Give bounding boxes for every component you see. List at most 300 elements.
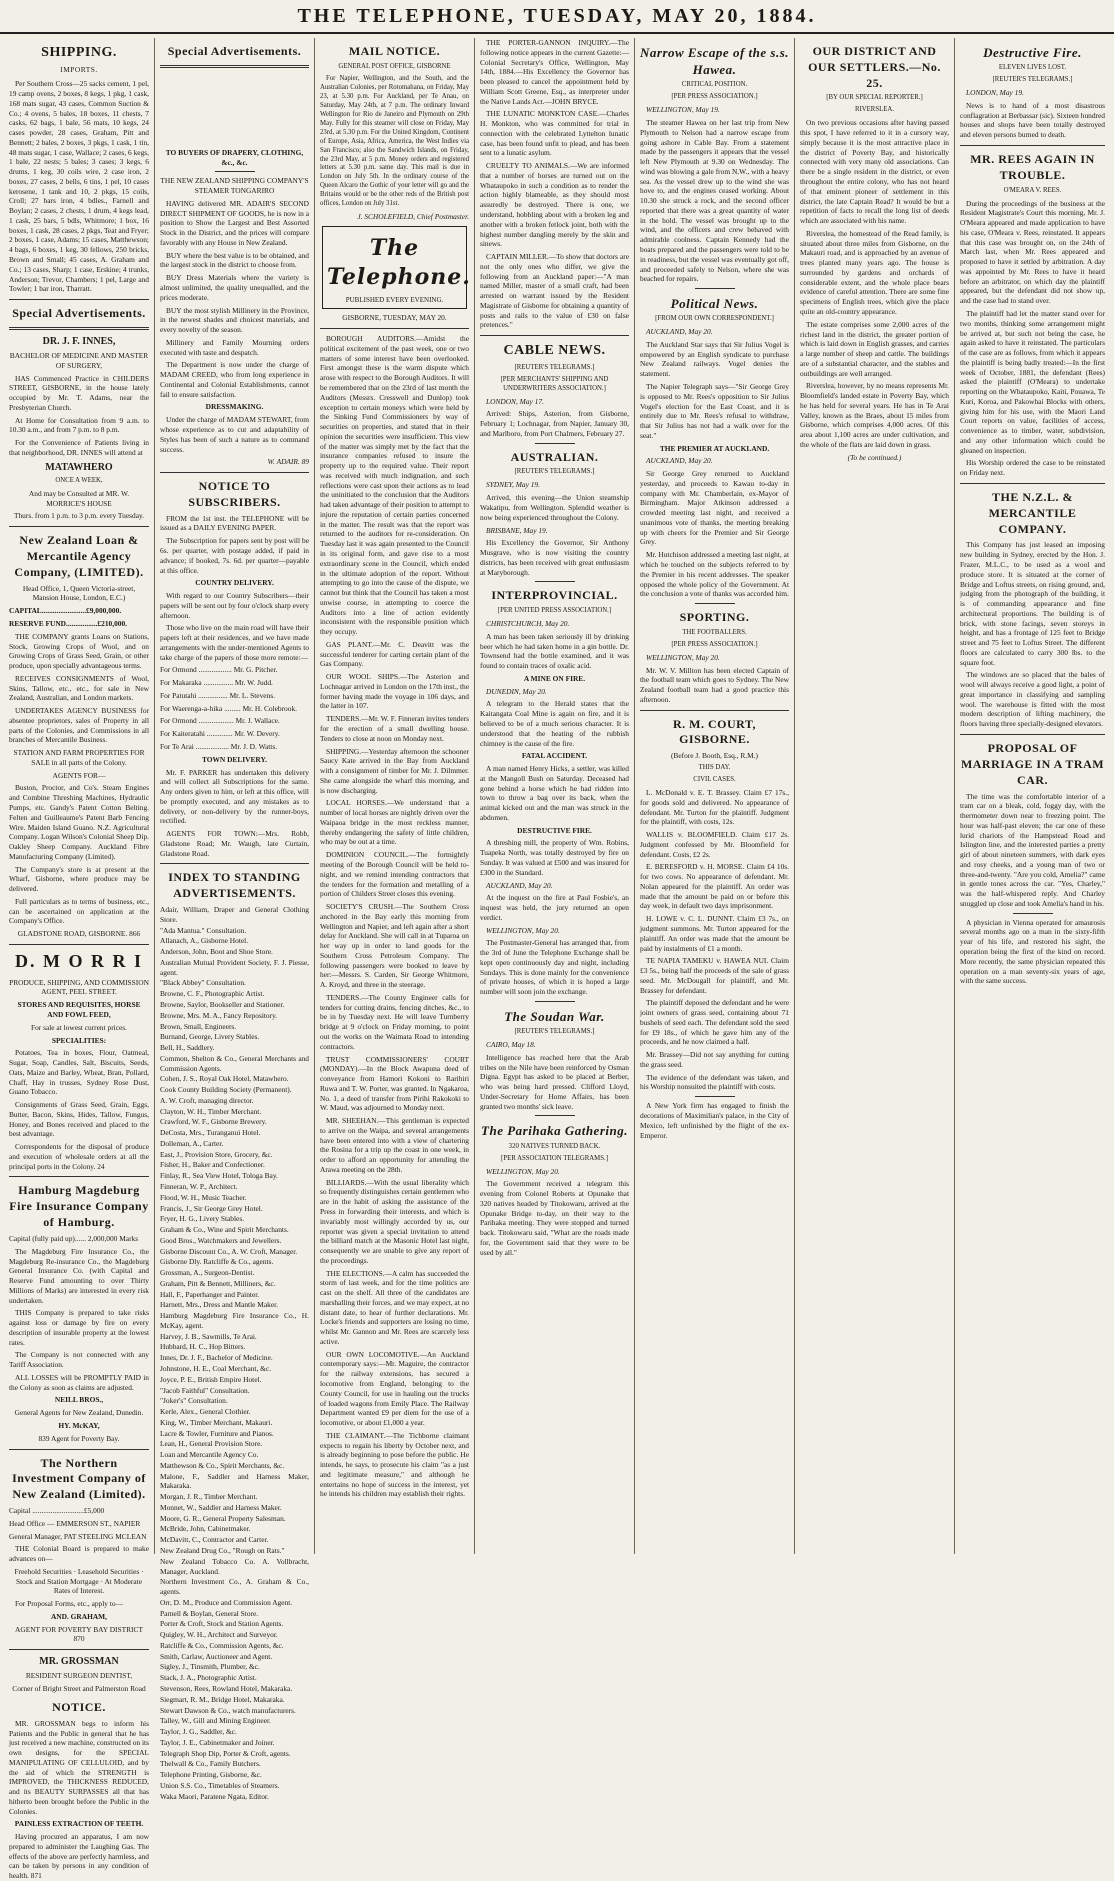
fire-text: News is to hand of a most disastrous conflagration at Berbassar (sic). Sixteen hundred houses and shops have been totally destroyed and eleven persons burned to death. bbox=[960, 100, 1105, 140]
index-entry: McBride, John, Cabinetmaker. bbox=[160, 1524, 251, 1534]
divider bbox=[9, 1449, 149, 1450]
column-4 bbox=[474, 38, 634, 1554]
hamburg-heading: Hamburg Magdeburg Fire Insurance Company of Hamburg. bbox=[9, 1183, 149, 1230]
court-day: THIS DAY. bbox=[698, 764, 731, 772]
notice-subscribers-heading: NOTICE TO SUBSCRIBERS. bbox=[188, 479, 281, 509]
footballers-heading: THE FOOTBALLERS. bbox=[682, 628, 747, 636]
parihaka-heading: The Parihaka Gathering. bbox=[481, 1123, 628, 1139]
divider bbox=[9, 299, 149, 300]
divider bbox=[695, 1096, 735, 1097]
index-entry: Stack, J. A., Photographic Artist. bbox=[160, 1673, 257, 1683]
parihaka-credit: [PER ASSOCIATION TELEGRAMS.] bbox=[501, 1154, 608, 1162]
agent-line: For Patutahi ................ Mr. L. Stevens. bbox=[160, 690, 275, 700]
divider bbox=[960, 145, 1105, 146]
index-entry: Finneran, W. P., Architect. bbox=[160, 1181, 238, 1191]
innes-text: HAS Commenced Practice in CHILDERS STREET, GISBORNE, in the house lately occupied by Mr. T. Adams, near the Presbyterian Church. bbox=[9, 373, 149, 412]
buy-dress: BUY Dress Materials where the variety is almost unlimited, the quality unequalled, and the prices moderate. bbox=[160, 273, 309, 302]
article-wool-ships: OUR WOOL SHIPS.—The Asterion and Lochnagar arrived in London on the 17th inst., the former having made the voyage in 106 days, and the latter in 107. bbox=[320, 672, 470, 711]
interprovincial-dateline: CHRISTCHURCH, May 20. bbox=[486, 619, 570, 629]
interprovincial-heading: INTERPROVINCIAL. bbox=[491, 588, 618, 603]
australian-dateline: SYDNEY, May 19. bbox=[486, 480, 540, 490]
divider bbox=[640, 710, 789, 711]
narrow-escape-sub: CRITICAL POSITION. bbox=[681, 81, 748, 89]
cable-dateline: LONDON, May 17. bbox=[486, 396, 544, 406]
index-entry: Browne, Saylor, Bookseller and Stationer. bbox=[160, 999, 285, 1009]
court-case: The evidence of the defendant was taken, and his Worship nonsuited the plaintiff with costs. bbox=[640, 1072, 789, 1092]
index-entry: Anderson, John, Boot and Shoe Store. bbox=[160, 947, 273, 957]
divider bbox=[160, 863, 309, 864]
court-case: E. BERESFORD v. H. MORSE. Claim £4 10s. for two cows. No appearance of defendant. Mr. Nolan appeared for the plaintiff. An order was made that the amount be paid on or before this day week, in default two days imprisonment. bbox=[640, 862, 789, 911]
index-entry: King, W., Timber Merchant, Makauri. bbox=[160, 1417, 273, 1427]
index-entry: Talley, W., Gill and Mining Engineer. bbox=[160, 1716, 271, 1726]
proposal-heading: PROPOSAL OF MARRIAGE IN A TRAM CAR. bbox=[960, 741, 1105, 787]
specialities-text: Potatoes, Tea in boxes, Flour, Oatmeal, Sugar, Soap, Candles, Salt, Biscuits, Seeds, Oats, Maize and Barley, Wheat, Bran, Pollard, Chaff, Hay in trusses, Sydney Rose Dust, Guano Tobacco. bbox=[9, 1048, 149, 1097]
northern-capital: Capital ............................£5,000 bbox=[9, 1506, 105, 1515]
index-entry: Loan and Mercantile Agency Co. bbox=[160, 1450, 259, 1460]
auckland-text: At the inquest on the fire at Paul Fosbie's, an inquest was held, the jury returned an open verdict. bbox=[480, 893, 629, 922]
article-county-tenders: TENDERS.—The County Engineer calls for tenders for cutting drains, fencing ditches, &c., to be in by Tuesday next. He will leave Turnberry bridge at 9 o'clock on Friday morning, to point out the works on the Waimata Road to intending contractors. bbox=[320, 992, 469, 1051]
australian-dateline: BRISBANE, May 19. bbox=[486, 525, 548, 535]
specialities-consign: Consignments of Grass Seed, Grain, Eggs, Butter, Bacon, Skins, Hides, Tallow, Fungus, Honey, and Bones received and placed to the best advantage. bbox=[9, 1100, 149, 1139]
destructive-heading: DESTRUCTIVE FIRE. bbox=[517, 825, 592, 835]
hy-sub: 839 Agent for Poverty Bay. bbox=[38, 1433, 120, 1443]
shipping-heading: SHIPPING. bbox=[41, 45, 117, 60]
divider bbox=[535, 1115, 575, 1116]
index-entry: Gisborne Dly. Ratcliffe & Co., agents. bbox=[160, 1257, 274, 1267]
district-text-2: Riverslea, the homestead of the Read family, is situated about three miles from Gisborne, on the Makauri road, and is approached by an avenue of trees planted many years ago. The house is surrounded by gardens and orchards of considerable extent, and the whole place bears evidence of careful attention. There are some fine specimens of English trees, which give the place quite an old-country appearance. bbox=[800, 228, 949, 316]
masthead bbox=[0, 0, 1114, 34]
painless-heading: PAINLESS EXTRACTION OF TEETH. bbox=[14, 1819, 144, 1829]
index-entry: Fryer, H. G., Livery Stables. bbox=[160, 1214, 245, 1224]
nzloan-agency: UNDERTAKES AGENCY BUSINESS for absentee proprietors, sales of Property in all parts of the Colonies, and Commissions in all branches of Mercantile Business. bbox=[9, 706, 149, 745]
index-entry: Union S.S. Co., Timetables of Steamers. bbox=[160, 1780, 280, 1790]
index-entry: Joyce, P. E., British Empire Hotel. bbox=[160, 1374, 262, 1384]
agent-line: For Ormond .................. Mr. G. Pitcher. bbox=[160, 665, 278, 675]
divider bbox=[960, 734, 1105, 735]
fatal-text: A man named Henry Hicks, a settler, was killed at the Mangoll Bush on Saturday. Deceased had gone behind a horse which he had ridden into town to throw a bag over its back, when the animal kicked out and the man was struck in the abdomen. bbox=[480, 764, 629, 822]
matawhero-label: MATAWHERO bbox=[45, 461, 113, 473]
morrice-house: And may be Consulted at MR. W. MORRICE'S HOUSE bbox=[28, 488, 130, 508]
riverslea-heading: RIVERSLEA. bbox=[854, 106, 895, 114]
index-entry: Ratcliffe & Co., Commission Agents, &c. bbox=[160, 1640, 284, 1650]
cable-sub: [REUTER'S TELEGRAMS.] bbox=[514, 363, 595, 371]
millinery-text: Millinery and Family Mourning orders executed with taste and despatch. bbox=[160, 337, 309, 357]
divider bbox=[320, 328, 469, 329]
narrow-escape-dateline: WELLINGTON, May 19. bbox=[646, 105, 720, 115]
destructive-text: A threshing mill, the property of Wm. Robins, Tuapeka North, was totally destroyed by fire on Sunday. It was valued at £500 and was insured for £300 in the Standard. bbox=[480, 838, 629, 877]
court-case: WALLIS v. BLOOMFIELD. Claim £17 2s. Judgment confessed by Mr. Bloomfield for defendant. Costs, £2 2s. bbox=[640, 830, 789, 859]
court-heading: R. M. COURT, GISBORNE. bbox=[672, 716, 756, 747]
index-entry: Harvey, J. B., Sawmills, Te Arai. bbox=[160, 1331, 257, 1341]
buy-stylish: BUY the most stylish Millinery in the Province, in the newest shades and choicest materials, and every novelty of the season. bbox=[160, 305, 309, 335]
index-entry: "Black Abbey" Consultation. bbox=[160, 978, 246, 988]
nzl-heading: THE N.Z.L. & MERCANTILE COMPANY. bbox=[988, 489, 1077, 536]
rees-text-2: The plaintiff had let the matter stand over for two months, thinking some arrangement might be arrived at, but such not being the case, he again asked to have it reinstated. The particulars of the case are as follows, from which it appears the plaintiff is being badly treated:—In the first week of October, 1881, the defendant (Rees) asked the plaintiff (O'Meara) to undertake reporting on the Whataupoko, Kaiti, Pouawa, Te Kuri, Koroa, and Pakowhai Blocks with others, giving him for his use, with the Maori Land Court reports on value, facilities of access, convenience as to timber, water, subdivision, and any other information which could be gleaned on inspection. bbox=[960, 308, 1105, 455]
adair-text: HAVING delivered MR. ADAIR'S SECOND DIRECT SHIPMENT OF GOODS, he is now in a position to Show the Largest and Best Assorted Stock in the District, and the prices will compare favorably with any House in New Zealand. bbox=[160, 198, 309, 247]
index-entry: Finlay, R., Sea View Hotel, Tologa Bay. bbox=[160, 1171, 278, 1181]
divider bbox=[9, 1649, 149, 1650]
index-entry: Common, Shelton & Co., General Merchants and Commission Agents. bbox=[160, 1053, 309, 1073]
index-list bbox=[160, 905, 309, 1801]
mine-text: A telegram to the Herald states that the Kaitangata Coal Mine is again on fire, and it is believed to be of a much serious character. It is understood that the heating of the rubbish chimney is the cause of the fire. bbox=[480, 699, 629, 748]
agent-line: For Kaiteratahi .............. Mr. W. Devery. bbox=[160, 729, 280, 739]
index-entry: Browne, C. F., Photographic Artist. bbox=[160, 989, 265, 999]
auckland-dateline: AUCKLAND, May 20. bbox=[486, 880, 553, 890]
index-entry: Johnstone, H. E., Coal Merchant, &c. bbox=[160, 1364, 272, 1373]
drapery-heading: TO BUYERS OF DRAPERY, CLOTHING, &c., &c. bbox=[165, 147, 304, 167]
index-entry: Grossman, A., Surgeon-Dentist. bbox=[160, 1268, 255, 1278]
parihaka-dateline: WELLINGTON, May 20. bbox=[486, 1166, 560, 1176]
index-entry: Porter & Croft, Stock and Station Agents. bbox=[160, 1619, 284, 1629]
agent-line: For Ormond ................... Mr. J. Wallace. bbox=[160, 716, 280, 726]
northern-office: Head Office — EMMERSON ST., NAPIER bbox=[9, 1518, 141, 1528]
premier-text: Sir George Grey returned to Auckland yesterday, and proceeds to Kawau to-day in company with Mr. Chamberlain, ex-Mayor of Birmingham. Major Atkinson addressed a crowded meeting last night, and received a unanimous vote of thanks, the meeting breaking up with cheers for the Premier and Sir George Grey. bbox=[640, 469, 789, 547]
index-entry: Lean, H., General Provision Store. bbox=[160, 1439, 263, 1449]
dm-orr-name: D. M O R R I bbox=[15, 950, 143, 971]
index-entry: A. W. Croft, managing director. bbox=[160, 1095, 254, 1105]
political-text: The Auckland Star says that Sir Julius Vogel is empowered by an English syndicate to purchase New Zealand railways. Vogel denies the statement. bbox=[640, 339, 789, 379]
australian-text: His Excellency the Governor, Sir Anthony Musgrave, who is now visiting the country districts, has been received with great enthusiasm at Maryborough. bbox=[480, 538, 629, 577]
article-sheehan: MR. SHEEHAN.—This gentleman is expected to arrive on the Waipa, and several arrangements have been entered into with a view of chartering the Rosina for a trip up the coast in one week, in order to afford an opportunity for attending the Arawa meeting on the 28th. bbox=[320, 1116, 469, 1174]
nzloan-office: Head Office, 1, Queen Victoria-street, Mansion House, London, E.C.) bbox=[22, 583, 136, 603]
country-delivery-heading: COUNTRY DELIVERY. bbox=[195, 578, 274, 588]
fire-sub: ELEVEN LIVES LOST. bbox=[998, 64, 1067, 72]
specialities-corr: Correspondents for the disposal of produce and execution of wholesale orders at all the principal ports in the Colony. 24 bbox=[9, 1142, 149, 1171]
index-entry: Brown, Small, Engineers. bbox=[160, 1021, 237, 1031]
innes-hours: At Home for Consultation from 9 a.m. to 10.30 a.m., and from 7 p.m. to 8 p.m. bbox=[9, 415, 149, 435]
article-elections: THE ELECTIONS.—A calm has succeeded the storm of last week, and for the time politics are cast on the shelf. All three of the candidates are marshalling their forces, and we may expect, at no distant date, to hear of further declarations. Mr. Locke's friends and supporters are losing no time, whilst Mr. Gannon and Mr. Rees are scarcely less active. bbox=[320, 1268, 469, 1346]
sporting-text: Mr. W. V. Millton has been elected Captain of the football team which goes to Sydney. The New Zealand football team had a good practice this afternoon. bbox=[640, 665, 789, 704]
index-entry: McDavitt, C., Contractor and Carter. bbox=[160, 1535, 269, 1545]
notice-heading: NOTICE. bbox=[52, 1699, 106, 1714]
index-entry: Flood, W. H., Music Teacher. bbox=[160, 1192, 247, 1202]
to-be-continued: (To be continued.) bbox=[847, 452, 902, 462]
column-7 bbox=[954, 38, 1110, 1554]
northern-text: THE Colonial Board is prepared to make advances on— bbox=[9, 1544, 149, 1564]
grossman-addr: Corner of Bright Street and Palmerston Road bbox=[12, 1684, 146, 1694]
agent-line: For Makaraka ................ Mr. W. Judd. bbox=[160, 678, 273, 688]
morrice-time: Thurs. from 1 p.m. to 3 p.m. every Tuesday. bbox=[13, 511, 145, 521]
northern-items: Freehold Securities · Leasehold Securities · Stock and Station Mortgage · At Moderate Rates of Interest. bbox=[14, 1566, 144, 1596]
article-locomotive: OUR OWN LOCOMOTIVE.—An Auckland contemporary says:—Mr. Maguire, the contractor for the railway extensions, has secured a locomotive from England, belonging to the County Council, for use in hauling out the trucks of loaded wagons from Emily Place. The Railway Department wanted £9 per diem for the use of a locomotive, or about £1,000 a year. bbox=[320, 1349, 469, 1428]
article-borough-auditors: BOROUGH AUDITORS.—Amidst the political excitement of the past week, one or two matters of some interest have been overlooked. First amongst these is the warm dispute which arose with respect to the Borough Auditors. It will be remembered that on the 23rd of last month the Auditors (Messrs. Cresswell and Dunlop) took exception to certain moneys which were held by the Sinking Fund Commissioners by way of securities on properties, and stated that in their opinion the securities were insufficient. This view of the matter was simply met by the fact that the insurance companies refused to insure the property up to the required value. Their report was received with much indignation, and such reflections were cast upon their actions as to lead the uninitiated to the conclusion that the Auditors had taken advantage of their position to attempt to injure the reputation of certain parties concerned in the matter. The result was that the report was returned to the auditors for re-consideration. On Tuesday last it was again presented to the Council in its original form, and gave rise to a most extraordinary scene in the Council, which ended in the ultimate adoption of the report. Without attempting to go into the cause of the dispute, we cannot but think that the Council has taken a most unwise course, in attempting to coerce the Auditors into a line of action evidently inconsistent with the responsible position which they occupy. bbox=[320, 334, 469, 637]
column-6 bbox=[794, 38, 954, 1554]
sporting-dateline: WELLINGTON, May 20. bbox=[646, 652, 720, 662]
index-entry: East, J., Provision Store, Grocery, &c. bbox=[160, 1149, 273, 1159]
narrow-escape-credit: [PER PRESS ASSOCIATION.] bbox=[671, 93, 758, 101]
imports-heading: IMPORTS. bbox=[60, 65, 98, 75]
soudan-sub: [REUTER'S TELEGRAMS.] bbox=[514, 1028, 595, 1036]
article-local-horses: LOCAL HORSES.—We understand that a number of local horses are nightly driven over the Waipaoa bridge in the most reckless manner, thereby endangering the safety of little children, who may be out at a time. bbox=[320, 798, 469, 847]
index-entry: Quigley, W. H., Architect and Surveyor. bbox=[160, 1630, 278, 1640]
agents-town: AGENTS FOR TOWN:—Mrs. Robb, Gladstone Road; Mr. Waugh, late Curtain, Gladstone Road. bbox=[160, 829, 309, 858]
index-entry: Thelwall & Co., Family Butchers. bbox=[160, 1759, 261, 1769]
index-entry: Orr, D. M., Produce and Commission Agent. bbox=[160, 1597, 293, 1607]
adair-signature: W. ADAIR. 89 bbox=[267, 457, 309, 467]
country-text: With regard to our Country Subscribers—their papers will be sent out by four o'clock sharp every afternoon. bbox=[160, 591, 309, 620]
dm-orr-sub: PRODUCE, SHIPPING, AND COMMISSION AGENT, PEEL STREET. bbox=[9, 977, 149, 997]
northern-heading: The Northern Investment Company of New Zealand (Limited). bbox=[12, 1455, 146, 1502]
index-entry: Hamburg Magdeburg Fire Insurance Co., H. McKay, agent. bbox=[160, 1311, 309, 1330]
divider bbox=[160, 472, 309, 473]
article-shipping: SHIPPING.—Yesterday afternoon the schooner Saucy Kate arrived in the Bay from Auckland with a consignment of timber for Mr. J. Dilmmer. She came alongside the wharf this morning, and is now discharging. bbox=[320, 746, 469, 795]
rees-sub: O'MEARA V. REES. bbox=[1003, 186, 1062, 194]
district-heading: OUR DISTRICT AND OUR SETTLERS.—No. 25. bbox=[808, 44, 941, 90]
station-heading: STATION AND FARM PROPERTIES FOR SALE in all parts of the Colony. bbox=[13, 748, 145, 767]
innes-name: DR. J. F. INNES, bbox=[42, 335, 116, 347]
cable-credit: [PER MERCHANTS' SHIPPING AND UNDERWRITERS ASSOCIATION.] bbox=[500, 375, 609, 392]
court-case: TE NAPIA TAMEKU v. HAWEA NUI. Claim £3 5s., being half the proceeds of the sale of grass seed. Mr. McDougall for plaintiff, and Mr. Brassey for defendant. bbox=[640, 956, 789, 995]
soudan-dateline: CAIRO, May 18. bbox=[486, 1040, 536, 1050]
mail-signature: J. SCHOLEFIELD, Chief Postmaster. bbox=[357, 212, 469, 222]
index-entry: Burnand, George, Livery Stables. bbox=[160, 1032, 260, 1042]
column-3 bbox=[314, 38, 474, 1554]
northern-proposal: For Proposal Forms, etc., apply to— bbox=[15, 1599, 123, 1609]
divider bbox=[480, 335, 629, 336]
index-entry: Allanach, A., Gisborne Hotel. bbox=[160, 936, 249, 946]
wellington-text: The Postmaster-General has arranged that, from the 3rd of June the Telephone Exchange shall be kept open continuously day and night, including Sundays. This is done mainly for the convenience of private houses, of which it is hoped a large number will soon join the exchange. bbox=[480, 938, 629, 997]
district-text: On two previous occasions after having passed this spot, I have referred to it in a cursory way, simply because it is the most attractive place in the district of Poverty Bay, and historically connected with very many old associations. Can there be a single resident in the district, or even throughout the entire colony, who has not heard of that eminent pioneer of settlement in this district, the late Captain Read? It would be but a repetition of facts to recall the long list of deeds which are associated with his name. bbox=[800, 118, 949, 226]
mail-notice-heading: MAIL NOTICE. bbox=[348, 44, 441, 58]
nzloan-store: The Company's store is at present at the Wharf, Gisborne, where produce may be delivered. bbox=[9, 864, 149, 894]
agents-heading: AGENTS FOR— bbox=[52, 770, 106, 780]
index-entry: Stewart Dawson & Co., watch manufacturers. bbox=[160, 1705, 296, 1715]
court-case: L. McDonald v. E. T. Brassey. Claim £7 17s., for goods sold and delivered. No appearance of defendant. Mr. Turton for the plaintiff. Judgment for the plaintiff, with costs, 12s. bbox=[640, 788, 789, 827]
gladstone-road: GLADSTONE ROAD, GISBORNE. 866 bbox=[17, 929, 141, 939]
index-entry: Kerle, Alex., General Clothier. bbox=[160, 1407, 251, 1417]
subscription-rates: The Subscription for papers sent by post will be 6s. per quarter, with postage added, if paid in advance; if booked, 7s. 6d. per quarter—payable at this office. bbox=[160, 536, 309, 575]
hamburg-text: The Magdeburg Fire Insurance Co., the Magdeburg Re-insurance Co., the Magdeburg General Insurance Co. (with Capital and Reserve Fund amounting to over Thirty Millions of Marks) are interested in every risk undertaken. bbox=[9, 1246, 149, 1305]
index-entry: Harnett, Mrs., Dress and Mantle Maker. bbox=[160, 1300, 279, 1310]
index-entry: Graham, Pitt & Bennett, Milliners, &c. bbox=[160, 1278, 276, 1288]
imports-text: Per Southern Cross—25 sacks cement, 1 pel, 19 camp ovens, 2 boxes, 8 kegs, 1 pkg, 1 cask, 168 mats sugar, 43 cases, Common Suction & Co.; 4 ovens, 5 bales, 18 boxes, 11 chests, 7 casks, 62 bags, 1 bale, 56 mats, 10 kegs, 24 cases powder, 28 cases, Graham, Pitt and Bennett; 2 bales, 2 boxes, 3 pkgs, 1 cask, 1 tin, 48 mats sugar, 1 case, Wallace; 2 cases, 6 kegs, 1 bale, 22 nests; 5 bales; 3 cases; 3 kegs, 6 drums, 1 keg, 30 coils wire, 2 case iron, 2 boxes, 27 cases, 2 bells, 6 tins, 1 pel, 10 cases kerosene, 1 tank and 10, 2 pkgs, 15 coils, Croll; 27 bars iron, 4 bdles., Farnell and Boylan; 2 cases, 2 chests, 1 drum, 4 kegs lead, 1 cask, 25 bars, 5 bdls, Whitmore; 1 box, 16 boxes, 1 cask, 28 cases, 2 pkgs, Teat and Fryer; 2 boxes, 1 case, Adams; 15 cases, Matthewson; 4 bags, 6 boxes, 1 keg, 30 fellows, 250 bricks, Brown and Small; 45 cases, A. Graham and Co.; 13 cases, Sharp; 1 case, Erskine; 4 trunks, Anderson; Trevor, Chambers; 1 pel, Large and Towler; 1 bar iron, Tharratt. bbox=[9, 79, 149, 294]
telephone-published: PUBLISHED EVERY EVENING. bbox=[345, 296, 444, 305]
court-civil: CIVIL CASES. bbox=[693, 776, 736, 784]
rees-text-3: His Worship ordered the case to be reinstated on Friday next. bbox=[960, 458, 1105, 478]
rees-heading: MR. REES AGAIN IN TROUBLE. bbox=[970, 151, 1095, 182]
article-porter-gannon: THE PORTER-GANNON INQUIRY.—The following notice appears in the current Gazette:—Colonial Secretary's Office, Wellington, May 14th, 1884.—His Excellency the Governor has been pleased to cancel the appointment held by William Scott Greene, Esq., as interpreter under the Native Lands Act.—JOHN BRYCE. bbox=[480, 38, 629, 106]
parihaka-text: The Government received a telegram this evening from Colonel Roberts at Opunake that 320 natives headed by Titokowaru, arrived at the Opunake Bridge to-day, on their way to the Parihaka meeting. They were stopped and turned back. Titokowaru said, "What are the roads made for, the Government said that they were to be used by all." bbox=[480, 1179, 629, 1257]
index-entry: Hubbard, H. C., Hop Bitters. bbox=[160, 1342, 246, 1352]
neill-bros: NEILL BROS., bbox=[54, 1395, 104, 1405]
graham-sub: AGENT FOR POVERTY BAY DISTRICT 870 bbox=[15, 1624, 143, 1644]
hy-mckay: HY. McKAY, bbox=[58, 1420, 100, 1430]
district-text-4: Riverslea, however, by no means represents Mr. Bloomfield's landed estate in Poverty Bay, which he has held for several years. He has in Te Arai Valley, known as the Braes, about 15 miles from Gisborne, which comprises 4,000 acres. Of this area about 1,100 acres are under cultivation, and the whole of the flats are laid down in grass. bbox=[800, 381, 949, 449]
premier-text-2: Mr. Hutchison addressed a meeting last night, at which he touched on the subjects referred to by the Premier in his recent addresses. The speaker opposed the whole policy of the Government. At the conclusion a vote of thanks was accorded him. bbox=[640, 550, 789, 599]
premier-dateline: AUCKLAND, May 20. bbox=[646, 456, 713, 466]
notice-subscribers-text: FROM the 1st inst. the TELEPHONE will be issued as a DAILY EVENING PAPER. bbox=[160, 513, 309, 533]
newyork-text: A New York firm has engaged to finish the decorations of Maximilian's palace, in the City of Mexico, left unfinished by the flight of the ex-Emperor. bbox=[640, 1101, 789, 1140]
nzloan-receives: RECEIVES CONSIGNMENTS of Wool, Skins, Tallow, etc., etc., for sale in New Zealand, Australian, and London markets. bbox=[9, 673, 149, 703]
article-cruelty: CRUELTY TO ANIMALS.—We are informed that a number of horses are turned out on the Whataupoko in such a condition as to render the action highly blameable, as they should most assuredly be destroyed. There is one, we understand, hobbling about with a broken leg and another with a broken fetlock joint, both with the highest number dangling merely by the skin and sinews. bbox=[480, 161, 629, 249]
mine-heading: A MINE ON FIRE. bbox=[523, 673, 586, 683]
index-entry: Moore, G. R., General Property Salesman. bbox=[160, 1513, 286, 1523]
political-heading: Political News. bbox=[670, 296, 759, 312]
divider bbox=[535, 581, 575, 582]
northern-gm: General Manager, PAT STEELING MCLEAN bbox=[9, 1531, 147, 1541]
soudan-text: Intelligence has reached here that the Arab tribes on the Nile have been reinforced by Osman Digna. Egypt has asked to be placed at Berber, who was being hard pressed. Clifford Lloyd, Under-Secretary for Home Affairs, has been granted two months' sick leave. bbox=[480, 1052, 629, 1111]
nzl-text: This Company has just leased an imposing new building in Sydney, erected by the Hon. J. Frazer, M.L.C., to be used as a wool and produce store. It is situated at the corner of Bridge and Loftus streets, on rising ground, and, judging from the photograph of the building, it is of commanding appearance and fine architectural proportions. The building is of brick, with stone facings, seven storeys in height, and has a frontage of 125 feet to Bridge street and 75 feet to Loftus Street. The different floors are calculated to carry 300 lbs. to the square foot. bbox=[960, 540, 1105, 667]
divider bbox=[1013, 913, 1053, 914]
australian-heading: AUSTRALIAN. bbox=[510, 449, 599, 464]
district-credit: [BY OUR SPECIAL REPORTER.] bbox=[826, 94, 923, 102]
buy-where: BUY where the best value is to be obtained, and the largest stock in the district to choose from. bbox=[160, 250, 309, 270]
index-entry: Francis, J., Sir George Grey Hotel. bbox=[160, 1203, 263, 1213]
index-entry: "Ada Mantua." Consultation. bbox=[160, 925, 247, 935]
cable-news-heading: CABLE NEWS. bbox=[503, 343, 606, 359]
index-entry: Browne, Mrs. M. A., Fancy Repository. bbox=[160, 1010, 278, 1020]
agent-line: For Waerenga-a-hika ......... Mr. H. Colebrook. bbox=[160, 703, 297, 713]
index-entry: "Jacob Faithful" Consultation. bbox=[160, 1385, 250, 1395]
dressmaking-heading: DRESSMAKING. bbox=[205, 402, 264, 412]
index-entry: "Joker's" Consultation. bbox=[160, 1396, 228, 1406]
nzloan-text: THE COMPANY grants Loans on Stations, Stock, Growing Crops of Wool, and on Growing Crops of Grass Seed, Grain, or other produce, upon specially advantageous terms. bbox=[9, 631, 149, 671]
index-entry: Monnet, W., Saddler and Harness Maker. bbox=[160, 1502, 282, 1512]
mail-sub: GENERAL POST OFFICE, GISBORNE bbox=[338, 62, 451, 70]
index-entry: Cook County Building Society (Permanent). bbox=[160, 1085, 292, 1095]
rees-text: During the proceedings of the business at the Resident Magistrate's Court this morning, Mr. J. O'Meara appeared and made application to have his case, O'Meara v. Rees, reinstated. It appears that this case was brought on, on the 24th of March last, when Mr. Rees appeared and proposed to have it settled by arbitration. A day was appointed by Mr. Rees to have it heard before an arbitrator, on which day the plaintiff appeared, but the defendant did not show up, and the case had to stand over. bbox=[960, 198, 1105, 306]
masthead-title: THE TELEPHONE, TUESDAY, MAY 20, 1884. bbox=[297, 5, 817, 27]
wellington-dateline: WELLINGTON, May 20. bbox=[486, 925, 560, 935]
nzl-text-2: The windows are so placed that the bales of wool will always receive a good light, a point of great importance in classifying and sampling wool. The warehouse is fitted with the most modern description of lifting machinery, the floors having three specially-designed elevators. bbox=[960, 670, 1105, 729]
nzloan-heading: New Zealand Loan & Mercantile Agency Company, (LIMITED). bbox=[14, 533, 144, 579]
index-entry: Smith, Carlaw, Auctioneer and Agent. bbox=[160, 1651, 273, 1661]
nzloan-full: Full particulars as to terms of business, etc., can be ascertained on application at the Company's Office. bbox=[9, 896, 149, 926]
shipping-co-heading: THE NEW ZEALAND SHIPPING COMPANY'S STEAMER TONGARIRO bbox=[160, 176, 309, 196]
court-case: The plaintiff deposed the defendant and he were joint owners of grass seed, containing about 71 bushels of seed each. The defendant sold the seed for £9 18s., of which he gave him any of the proceeds, and he now claimed a half. bbox=[640, 998, 789, 1047]
index-entry: Morgan, J. R., Timber Merchant. bbox=[160, 1492, 258, 1502]
cable-text: Arrived: Ships, Asterion, from Gisborne, February 1; Lochnagar, from Napier, January 30, and Marlboro, from Port Chalmers, February 27. bbox=[480, 409, 629, 438]
index-entry: Parnell & Boylan, General Store. bbox=[160, 1608, 259, 1618]
index-entry: New Zealand Tobacco Co. A. Vollbracht, Manager, Auckland. bbox=[160, 1556, 309, 1576]
graham-name: AND. GRAHAM, bbox=[50, 1611, 108, 1621]
narrow-escape-heading: Narrow Escape of the s.s. Hawea. bbox=[640, 45, 790, 78]
stores-sub: For sale at lowest current prices. bbox=[30, 1022, 128, 1032]
index-entry: Sigley, J., Tinsmith, Plumber, &c. bbox=[160, 1662, 260, 1672]
divider bbox=[695, 603, 735, 604]
article-lunatic: THE LUNATIC MONKTON CASE.—Charles H. Monkton, who was committed for trial in connection with the celebrated Lyttelton lunatic case, has been found unfit to plead, and has been sent to a lunatic asylum. bbox=[480, 109, 629, 158]
neill-sub: General Agents for New Zealand, Dunedin. bbox=[14, 1408, 144, 1418]
article-southern-cross: SOCIETY'S CRUSH.—The Southern Cross anchored in the Bay early this morning from Wellington and Napier, and left again after a short delay for Auckland. She will call in at Tuparoa on her way up in order to land goods for the Southern Cross Petroleum Company. The following passengers were booked to leave by her:—Messrs. S. Carden, Sir George Whitmore, A. Kroyd, and three in the steerage. bbox=[320, 902, 469, 990]
index-entry: Cohen, J. S., Royal Oak Hotel, Matawhero. bbox=[160, 1074, 289, 1084]
index-entry: Waka Maori, Paratene Ngata, Editor. bbox=[160, 1791, 269, 1801]
divider bbox=[960, 483, 1105, 484]
town-delivery-heading: TOWN DELIVERY. bbox=[201, 754, 268, 764]
article-tenders: TENDERS.—Mr. W. F. Finneran invites tenders for the erection of a small dwelling house. Tenders to close at noon on Monday next. bbox=[320, 714, 469, 743]
australian-sub: [REUTER'S TELEGRAMS.] bbox=[514, 468, 595, 476]
index-entry: Matthewson & Co., Spirit Merchants, &c. bbox=[160, 1460, 285, 1470]
article-billiards: BILLIARDS.—With the usual liberality which so frequently distinguishes certain gentlemen who are in the habit of asking the assistance of the Press in forwarding their interests, and which is invariably most willingly accorded by us, our reporter was given a special invitation to attend the billiard match at the Masonic Hotel last night, consequently we are unable to give any report of the proceedings. bbox=[320, 1177, 469, 1265]
index-entry: Crawford, W. F., Gisborne Brewery. bbox=[160, 1117, 267, 1127]
index-entry: Fisher, H., Baker and Confectioner. bbox=[160, 1160, 265, 1170]
political-dateline: AUCKLAND, May 20. bbox=[646, 327, 713, 337]
divider bbox=[160, 65, 309, 68]
court-case: H. LOWE v. C. L. DUNNT. Claim £3 7s., on judgment summons. Mr. Turton appeared for the plaintiff. An order was made that the amount be paid by instalments of £1 a month. bbox=[640, 914, 789, 953]
agent-line: For Te Arai .................. Mr. J. D. Watts. bbox=[160, 742, 278, 751]
sporting-credit: [PER PRESS ASSOCIATION.] bbox=[671, 640, 758, 648]
article-trust-court: TRUST COMMISSIONERS' COURT (MONDAY).—In the Block Awapuna deed of conveyance from Hamori Kokoni to Rarihiri Ruwa and T. W. Porter, was granted. In Ngakaroa, No. 1, a deed of transfer from Pirihi Rakokoki to W. Maud, was adjourned to Monday next. bbox=[320, 1054, 469, 1113]
hamburg-conn: The Company is not connected with any Tariff Association. bbox=[9, 1350, 149, 1370]
index-heading: INDEX TO STANDING ADVERTISEMENTS. bbox=[168, 870, 301, 901]
nzloan-capital: CAPITAL........................£9,000,000. bbox=[9, 606, 122, 616]
index-entry: New Zealand Drug Co., "Rough on Rats." bbox=[160, 1546, 285, 1556]
nzloan-reserve: RESERVE FUND.................£210,000. bbox=[9, 618, 127, 628]
sporting-heading: SPORTING. bbox=[679, 610, 750, 625]
soudan-heading: The Soudan War. bbox=[504, 1008, 605, 1024]
index-entry: Innes, Dr. J. F., Bachelor of Medicine. bbox=[160, 1353, 273, 1363]
grossman-name: MR. GROSSMAN bbox=[39, 1656, 119, 1668]
article-gas-plant: GAS PLANT.—Mr. C. Deavitt was the successful tenderer for carting certain plant of the Gas Company. bbox=[320, 639, 469, 669]
dress-text: Under the charge of MADAM STEWART, from whose experience as to cut and adaptability of Styles has been of such a nature as to command success. bbox=[160, 415, 309, 454]
index-entry: Siegmart, R. M., Bridge Hotel, Makaraka. bbox=[160, 1694, 285, 1704]
index-entry: Good Bros., Watchmakers and Jewellers. bbox=[160, 1235, 282, 1245]
index-entry: DeCosta, Mrs., Turanganui Hotel. bbox=[160, 1128, 261, 1138]
fire-heading: Destructive Fire. bbox=[983, 45, 1082, 60]
mine-dateline: DUNEDIN, May 20. bbox=[486, 686, 547, 696]
divider bbox=[215, 171, 255, 172]
dept-text: The Department is now under the charge of MADAM CREED, who from long experience in Continental and Colonial Establishments, cannot fail to ensure satisfaction. bbox=[160, 360, 309, 399]
interprovincial-text: A man has been taken seriously ill by drinking beer which he had taken home in a gin bottle. Dr. Townsend had the bottle examined, and it was found to contain traces of oxalic acid. bbox=[480, 631, 629, 671]
divider bbox=[9, 526, 149, 527]
court-before: (Before J. Booth, Esq., R.M.) bbox=[670, 751, 759, 761]
index-entry: Malone, F., Saddler and Harness Maker, Makaraka. bbox=[160, 1471, 309, 1491]
political-text-2: The Napier Telegraph says—"Sir George Grey is opposed to Mr. Rees's opposition to Sir Julius Vogel's election for the East Coast, and it is entirely due to Mr. Rees's refusal to withdraw, that Sir Julius has not had a walk over for the seat." bbox=[640, 381, 789, 440]
index-entry: Clayton, W. H., Timber Merchant. bbox=[160, 1106, 262, 1116]
specialities-heading: SPECIALITIES: bbox=[51, 1035, 107, 1045]
fire-credit: [REUTER'S TELEGRAMS.] bbox=[992, 76, 1073, 84]
australian-text: Arrived, this evening—the Union steamship Wakatipu, from Wellington. Splendid weather is now being experienced throughout the Colony. bbox=[480, 493, 629, 522]
fire-dateline: LONDON, May 19. bbox=[966, 88, 1024, 98]
innes-title: BACHELOR OF MEDICINE AND MASTER OF SURGERY, bbox=[9, 351, 149, 370]
hamburg-prepared: THIS Company is prepared to take risks against loss or damage by fire on every description of insurable property at the lowest rates. bbox=[9, 1308, 149, 1347]
divider bbox=[535, 443, 575, 444]
column-1 bbox=[4, 38, 154, 1881]
divider bbox=[9, 944, 149, 945]
index-entry: Graham & Co., Wine and Spirit Merchants. bbox=[160, 1225, 289, 1235]
notice-text: MR. GROSSMAN begs to inform his Patients and the Public in general that he has just received a new machine, constructed on its own designs, for the SPECIAL MANIPULATING OF CELLULOID, and by the aid of which the STRENGTH is IMPROVED, the THICKNESS REDUCED, and its BEAUTY SURPASSES all that has hitherto been brought before the Public in the Colonies. bbox=[9, 1718, 149, 1816]
index-entry: Telegraph Shop Dip, Porter & Croft, agents. bbox=[160, 1748, 291, 1758]
index-entry: Northern Investment Co., A. Graham & Co., agents. bbox=[160, 1577, 309, 1597]
index-entry: Australian Mutual Provident Society, F. J. Piesse, agent. bbox=[160, 957, 309, 977]
political-sub: [FROM OUR OWN CORRESPONDENT.] bbox=[655, 315, 774, 323]
district-text-3: The estate comprises some 2,000 acres of the richest land in the district, the greater portion of which is laid down in English grasses, and carries a large number of sheep and cattle. The buildings are of a substantial character, and the stables and outbuildings are well arranged. bbox=[800, 319, 949, 378]
index-entry: Telephone Printing, Gisborne, &c. bbox=[160, 1770, 262, 1780]
index-entry: Hall, F., Paperhanger and Painter. bbox=[160, 1289, 260, 1299]
country-text-2: Those who live on the main road will have their papers left at their residences, and we have made arrangements with the under-mentioned Agents to take charge of the papers of those more remote:— bbox=[160, 623, 309, 662]
interprovincial-sub: [PER UNITED PRESS ASSOCIATION.] bbox=[497, 607, 612, 615]
index-entry: Lacre & Towler, Furniture and Pianos. bbox=[160, 1428, 274, 1438]
article-council: DOMINION COUNCIL.—The fortnightly meeting of the Borough Council will be held to-night, and we remind intending contractors that the tenders for the formation and metalling of a portion of Childers Street closes this evening. bbox=[320, 850, 469, 899]
once-week: ONCE A WEEK, bbox=[55, 476, 103, 484]
narrow-escape-text: The steamer Hawea on her last trip from New Plymouth to Nelson had a narrow escape from going ashore in Cable Bay. From a statement made by the passengers it appears that the vessel left New Plymouth at 9.30 on Wednesday. The wind was blowing a gale from N.W., with a heavy sea. As the vessel drew up to the wind she was hove to, and the engines ceased working. About 10.30 she struck a rock, and the second officer reported that there was a great quantity of water in the hold. The vessel was brought up to the wind, and the officers and crew behaved with admirable coolness. Captain Kennedy had the boats prepared and the passengers were told to be in readiness, but the vessel was eventually got off, and proceeded safely to Nelson, where she was beached for repairs. bbox=[640, 118, 789, 284]
premier-heading: THE PREMIER AT AUCKLAND. bbox=[659, 443, 770, 453]
telephone-nameplate bbox=[322, 226, 471, 309]
index-entry: Taylor, J. E., Cabinetmaker and Joiner. bbox=[160, 1737, 275, 1747]
painless-text: Having procured an apparatus, I am now prepared to administer the Laughing Gas. The effects of the above are perfectly harmless, and can be taken by persons in any condition of health. 871 bbox=[9, 1832, 149, 1881]
divider bbox=[9, 1176, 149, 1177]
stores-heading: STORES AND REQUISITES, HORSE AND FOWL FEED, bbox=[17, 1000, 141, 1019]
index-entry: Adair, William, Draper and General Clothing Store. bbox=[160, 905, 309, 924]
telephone-date: GISBORNE, TUESDAY, MAY 20. bbox=[342, 313, 447, 323]
column-5 bbox=[634, 38, 794, 1554]
article-captain-miller: CAPTAIN MILLER.—To show that doctors are not the only ones who differ, we give the following from an Auckland paper:—"A man named Miller, master of a small craft, had been arrested on warrant issued by the Resident Magistrate of Gisborne for obtaining a quantity of posts and rails to the value of £30 on false pretences." bbox=[480, 252, 629, 330]
index-entry: Dolleman, A., Carter. bbox=[160, 1138, 224, 1148]
article-claimant: THE CLAIMANT.—The Tichborne claimant expects to regain his liberty by October next, and is already beginning to pose before the public. He intends, he says, to prosecute his claim "as a just and legitimate measure," and although he entertains no hope of success in the interest, yet he intends his children may establish their rights. bbox=[320, 1430, 469, 1499]
index-entry: Gisborne Discount Co., A. W. Croft, Manager. bbox=[160, 1246, 298, 1256]
index-entry: Bell, H., Saddlery. bbox=[160, 1043, 215, 1053]
special-ads-heading: Special Advertisements. bbox=[167, 44, 302, 58]
agents-text: Buston, Proctor, and Co's. Steam Engines and Combine Threshing Machines, Hydraulic Pumps, etc. Gandy's Patent Cotton Belting. Felten and Guilleaume's Patent Barb Fencing Wire. Maiden Island Guano. N.Z. Agricultural Company. Logan Wilson's Colonial Sheep Dip. Oakley Sheep Company. Auckland Fibre Manufacturing Company (Limited). bbox=[9, 783, 149, 861]
